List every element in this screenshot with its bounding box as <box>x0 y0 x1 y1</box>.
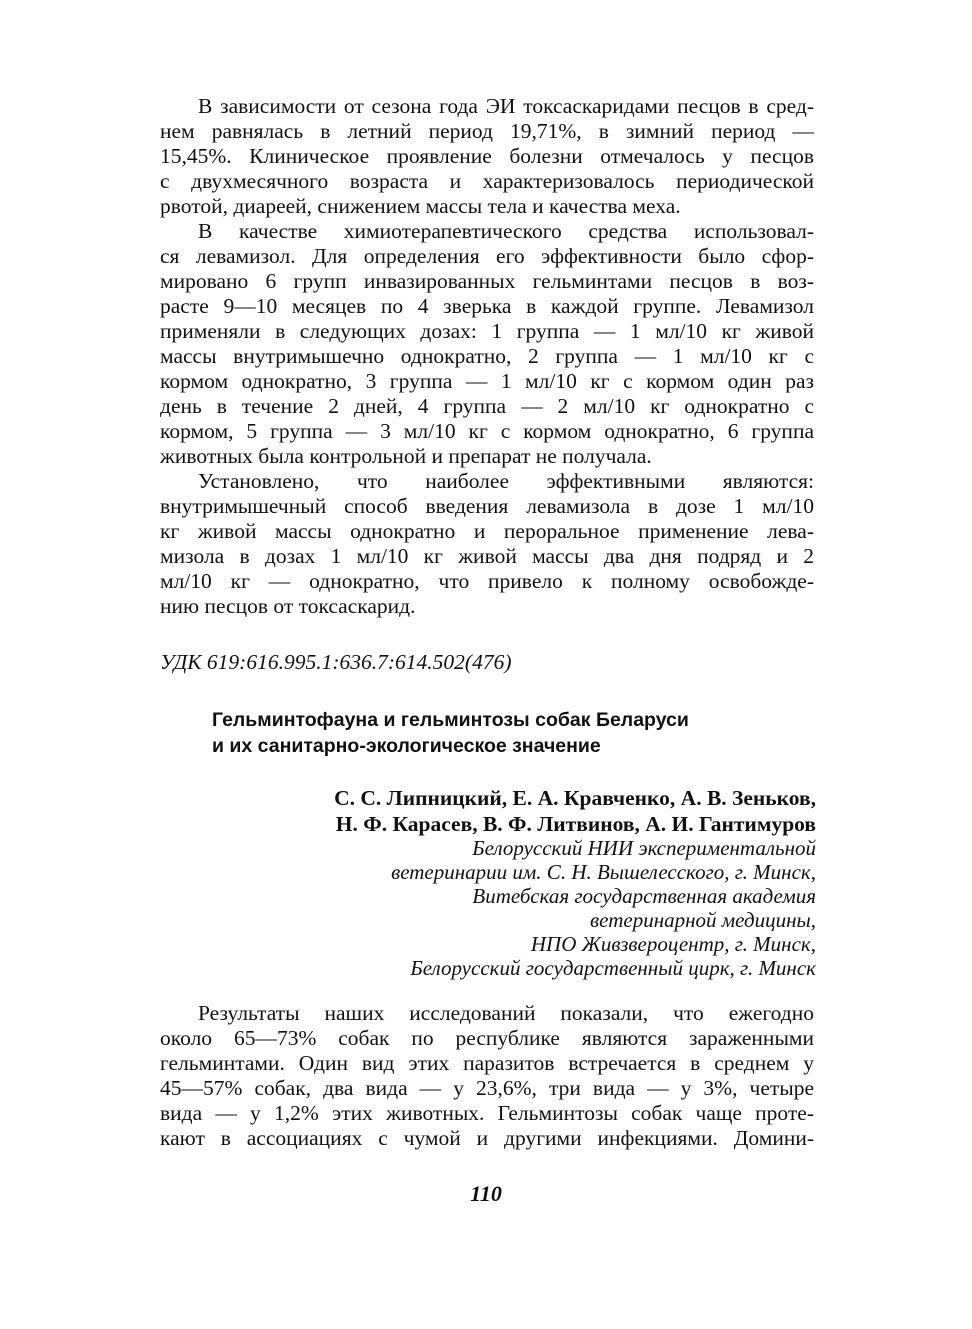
affiliation-line: ветеринарной медицины, <box>590 908 816 932</box>
authors-line: Н. Ф. Карасев, В. Ф. Литвинов, А. И. Гантимуров <box>335 812 816 836</box>
title-line: Гельминтофауна и гельминтозы собак Беларуси <box>212 709 689 731</box>
affiliation-line: Белорусский государственный цирк, г. Минск <box>410 956 816 980</box>
text-line: нию песцов от токсаскарид. <box>160 594 416 618</box>
text-line: Результаты наших исследований показали, что ежегодно <box>198 1001 814 1025</box>
text-line: Установлено, что наиболее эффективными являются: <box>198 469 814 493</box>
affiliation-line: ветеринарии им. С. Н. Вышелесского, г. Минск, <box>391 860 816 884</box>
text-line: расте 9—10 месяцев по 4 зверька в каждой группе. Левамизол <box>160 294 814 318</box>
text-line: массы внутримышечно однократно, 2 группа — 1 мл/10 кг с <box>160 344 814 368</box>
text-line: вида — у 1,2% этих животных. Гельминтозы собак чаще проте- <box>160 1101 814 1125</box>
text-line: мировано 6 групп инвазированных гельминтами песцов в воз- <box>160 269 814 293</box>
text-line: около 65—73% собак по республике являются зараженными <box>160 1026 814 1050</box>
text-line: рвотой, диареей, снижением массы тела и качества меха. <box>160 194 681 218</box>
affiliation-line: Белорусский НИИ экспериментальной <box>472 836 816 860</box>
text-line: день в течение 2 дней, 4 группа — 2 мл/10 кг однократно с <box>160 394 814 418</box>
text-line: ся левамизол. Для определения его эффективности было сфор- <box>160 244 814 268</box>
text-line: гельминтами. Один вид этих паразитов встречается в среднем у <box>160 1051 814 1075</box>
text-line: внутримышечный способ введения левамизола в дозе 1 мл/10 <box>160 494 814 518</box>
text-line: 45—57% собак, два вида — у 23,6%, три вида — у 3%, четыре <box>160 1076 814 1100</box>
text-line: мизола в дозах 1 мл/10 кг живой массы два дня подряд и 2 <box>160 544 814 568</box>
text-line: В качестве химиотерапевтического средства использовал- <box>198 219 814 243</box>
authors-line: С. С. Липницкий, Е. А. Кравченко, А. В. Зеньков, <box>334 786 816 810</box>
affiliation-line: Витебская государственная академия <box>472 884 816 908</box>
text-line: применяли в следующих дозах: 1 группа — 1 мл/10 кг живой <box>160 319 814 343</box>
text-line: кормом, 5 группа — 3 мл/10 кг с кормом однократно, 6 группа <box>160 419 814 443</box>
affiliation-line: НПО Живзвероцентр, г. Минск, <box>530 932 816 956</box>
title-line: и их санитарно-экологическое значение <box>212 735 601 757</box>
text-line: В зависимости от сезона года ЭИ токсаскаридами песцов в сред- <box>198 94 814 118</box>
text-line: мл/10 кг — однократно, что привело к полному освобожде- <box>160 569 814 593</box>
page-number: 110 <box>470 1181 502 1206</box>
text-line: с двухмесячного возраста и характеризовалось периодической <box>160 169 814 193</box>
text-line: кг живой массы однократно и пероральное применение лева- <box>160 519 814 543</box>
text-line: 15,45%. Клиническое проявление болезни отмечалось у песцов <box>160 144 814 168</box>
udk-code: УДК 619:616.995.1:636.7:614.502(476) <box>160 650 512 674</box>
text-line: кормом однократно, 3 группа — 1 мл/10 кг с кормом один раз <box>160 369 814 393</box>
text-line: животных была контрольной и препарат не получала. <box>160 444 652 468</box>
text-line: нем равнялась в летний период 19,71%, в зимний период — <box>160 119 814 143</box>
text-line: кают в ассоциациях с чумой и другими инфекциями. Домини- <box>160 1126 814 1150</box>
